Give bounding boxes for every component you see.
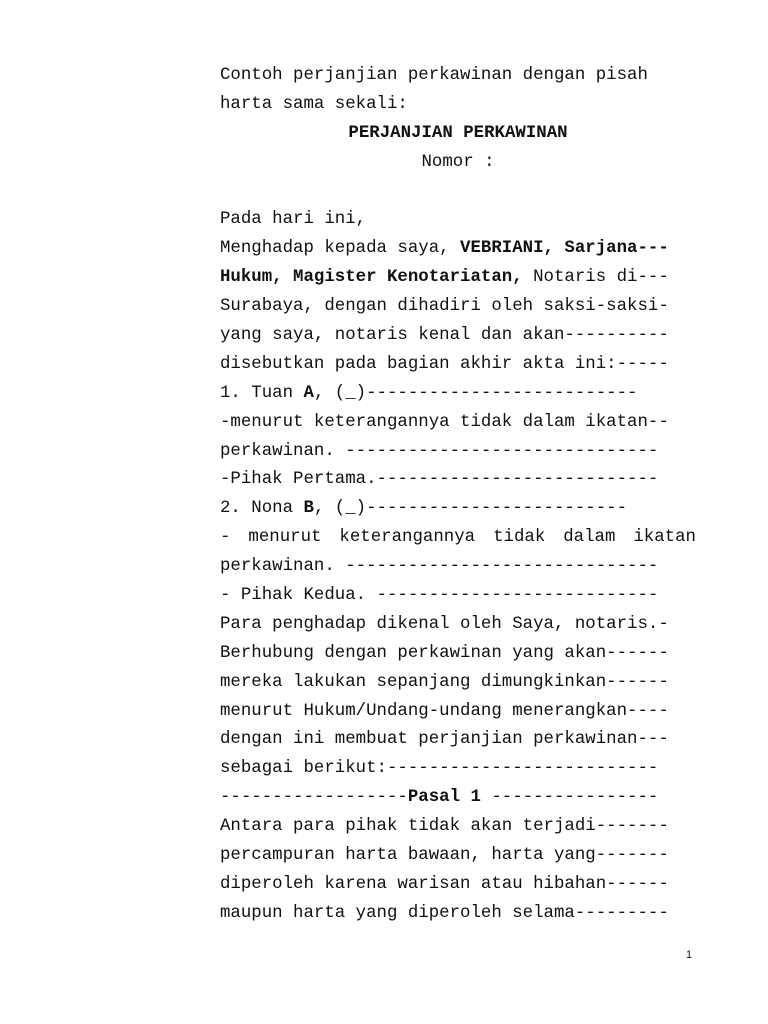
party-b-line: 2. Nona B, (_)------------------------- xyxy=(220,499,628,519)
body-line: - menurut keterangannya tidak dalam ikatan xyxy=(220,528,696,548)
party-a-line: 1. Tuan A, (_)-------------------------- xyxy=(220,383,638,403)
intro-line-1: Contoh perjanjian perkawinan dengan pisah xyxy=(220,66,648,85)
body-line: - Pihak Kedua. --------------------------- xyxy=(220,586,659,606)
body-line: Menghadap kepada saya, VEBRIANI, Sarjana--- xyxy=(220,239,669,259)
body-line: Berhubung dengan perkawinan yang akan------ xyxy=(220,643,669,663)
body-line: -menurut keterangannya tidak dalam ikatan-- xyxy=(220,412,669,432)
nomor-line: Nomor : xyxy=(421,152,495,172)
body-line: menurut Hukum/Undang-undang menerangkan---- xyxy=(220,701,669,721)
body-line: Surabaya, dengan dihadiri oleh saksi-saksi- xyxy=(220,297,669,317)
page-number: 1 xyxy=(686,949,693,961)
body-line: percampuran harta bawaan, harta yang------- xyxy=(220,846,669,866)
body-line: yang saya, notaris kenal dan akan---------- xyxy=(220,326,669,346)
body-line: Hukum, Magister Kenotariatan, Notaris di--- xyxy=(220,268,669,288)
body-line: sebagai berikut:-------------------------- xyxy=(220,759,659,779)
body-line: Para penghadap dikenal oleh Saya, notaris.- xyxy=(220,614,669,634)
document-page xyxy=(220,62,696,929)
body-line: diperoleh karena warisan atau hibahan------ xyxy=(220,874,669,894)
body-line: maupun harta yang diperoleh selama--------- xyxy=(220,903,669,923)
body-line: Pada hari ini, xyxy=(220,210,367,230)
body-line: dengan ini membuat perjanjian perkawinan--- xyxy=(220,730,669,750)
pasal-heading: ------------------Pasal 1 ---------------- xyxy=(220,788,659,808)
body-line: -Pihak Pertama.--------------------------- xyxy=(220,470,659,490)
body-line: perkawinan. ------------------------------ xyxy=(220,557,659,577)
body-line: mereka lakukan sepanjang dimungkinkan------ xyxy=(220,672,669,692)
document-title: PERJANJIAN PERKAWINAN xyxy=(348,123,568,143)
intro-line-2: harta sama sekali: xyxy=(220,94,408,114)
body-line: perkawinan. ------------------------------ xyxy=(220,441,659,461)
blank-line xyxy=(220,178,696,207)
body-line: disebutkan pada bagian akhir akta ini:----- xyxy=(220,354,669,374)
body-line: Antara para pihak tidak akan terjadi------- xyxy=(220,817,669,837)
